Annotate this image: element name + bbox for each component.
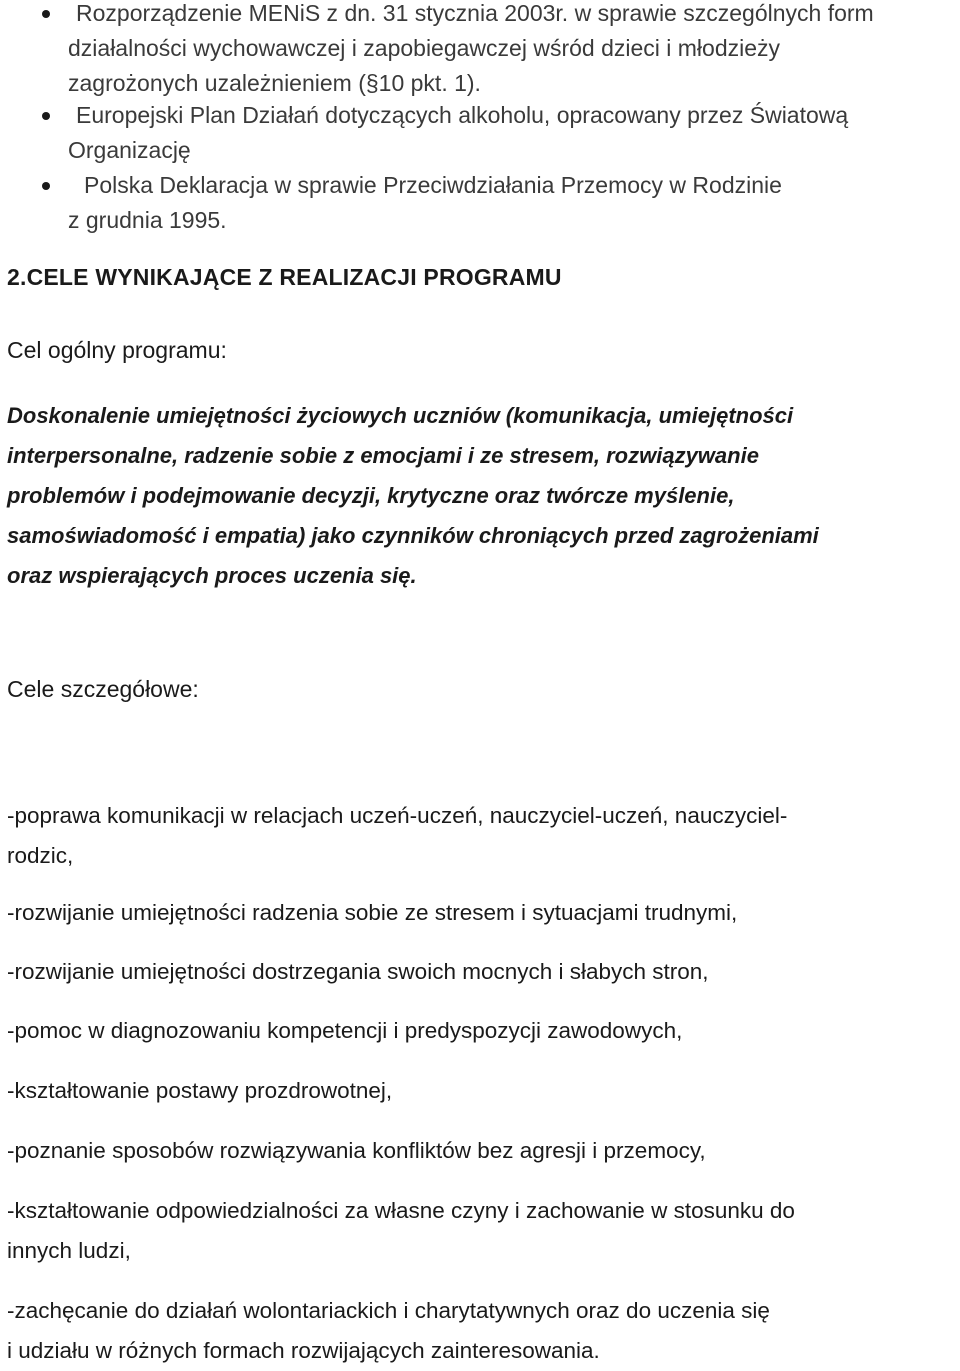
specific-goal-line: -kształtowanie odpowiedzialności za własne czyny i zachowanie w stosunku do <box>7 1198 795 1223</box>
specific-goal-line: -zachęcanie do działań wolontariackich i charytatywnych oraz do uczenia się <box>7 1298 770 1323</box>
specific-goal-item <box>7 1131 947 1171</box>
list-item <box>68 168 956 238</box>
list-item-line: Europejski Plan Działań dotyczących alkoholu, opracowany przez Światową <box>76 102 849 128</box>
specific-goal-line: innych ludzi, <box>7 1238 131 1263</box>
goal-line: interpersonalne, radzenie sobie z emocjami i ze stresem, rozwiązywanie <box>7 443 759 468</box>
bullet-icon <box>42 182 50 190</box>
goal-line: samoświadomość i empatia) jako czynników chroniących przed zagrożeniami <box>7 523 819 548</box>
specific-goal-item <box>7 1191 947 1271</box>
list-item-line: Rozporządzenie MENiS z dn. 31 stycznia 2003r. w sprawie szczególnych form <box>76 0 874 26</box>
specific-goal-item <box>7 1291 947 1371</box>
specific-goal-line: -poznanie sposobów rozwiązywania konfliktów bez agresji i przemocy, <box>7 1138 706 1163</box>
specific-goal-item <box>7 1011 947 1051</box>
goal-line: Doskonalenie umiejętności życiowych uczniów (komunikacja, umiejętności <box>7 403 794 428</box>
specific-goals-heading: Cele szczegółowe: <box>7 676 199 702</box>
list-item-line: z grudnia 1995. <box>68 207 227 233</box>
general-goal-text <box>7 396 947 596</box>
section-heading: 2.CELE WYNIKAJĄCE Z REALIZACJI PROGRAMU <box>7 264 562 290</box>
specific-goal-line: -rozwijanie umiejętności dostrzegania swoich mocnych i słabych stron, <box>7 959 709 984</box>
list-item-line: Organizację <box>68 137 191 163</box>
specific-goal-line: -poprawa komunikacji w relacjach uczeń-uczeń, nauczyciel-uczeń, nauczyciel- <box>7 803 788 828</box>
list-item <box>68 0 956 101</box>
specific-goal-item <box>7 893 947 933</box>
list-item-line: Polska Deklaracja w sprawie Przeciwdziałania Przemocy w Rodzinie <box>84 172 782 198</box>
specific-goal-line: i udziału w różnych formach rozwijających zainteresowania. <box>7 1338 600 1363</box>
specific-goal-line: rodzic, <box>7 843 74 868</box>
goal-line: problemów i podejmowanie decyzji, krytyczne oraz twórcze myślenie, <box>7 483 735 508</box>
specific-goal-item <box>7 796 947 876</box>
specific-goal-item <box>7 952 947 992</box>
general-goal-heading: Cel ogólny programu: <box>7 337 227 363</box>
goal-line: oraz wspierających proces uczenia się. <box>7 563 417 588</box>
specific-goal-item <box>7 1071 947 1111</box>
bullet-icon <box>42 10 50 18</box>
list-item-line: zagrożonych uzależnieniem (§10 pkt. 1). <box>68 70 481 96</box>
specific-goal-line: -rozwijanie umiejętności radzenia sobie ze stresem i sytuacjami trudnymi, <box>7 900 738 925</box>
specific-goal-line: -kształtowanie postawy prozdrowotnej, <box>7 1078 393 1103</box>
list-item <box>68 98 956 168</box>
list-item-line: działalności wychowawczej i zapobiegawczej wśród dzieci i młodzieży <box>68 35 781 61</box>
specific-goal-line: -pomoc w diagnozowaniu kompetencji i predyspozycji zawodowych, <box>7 1018 683 1043</box>
bullet-icon <box>42 112 50 120</box>
